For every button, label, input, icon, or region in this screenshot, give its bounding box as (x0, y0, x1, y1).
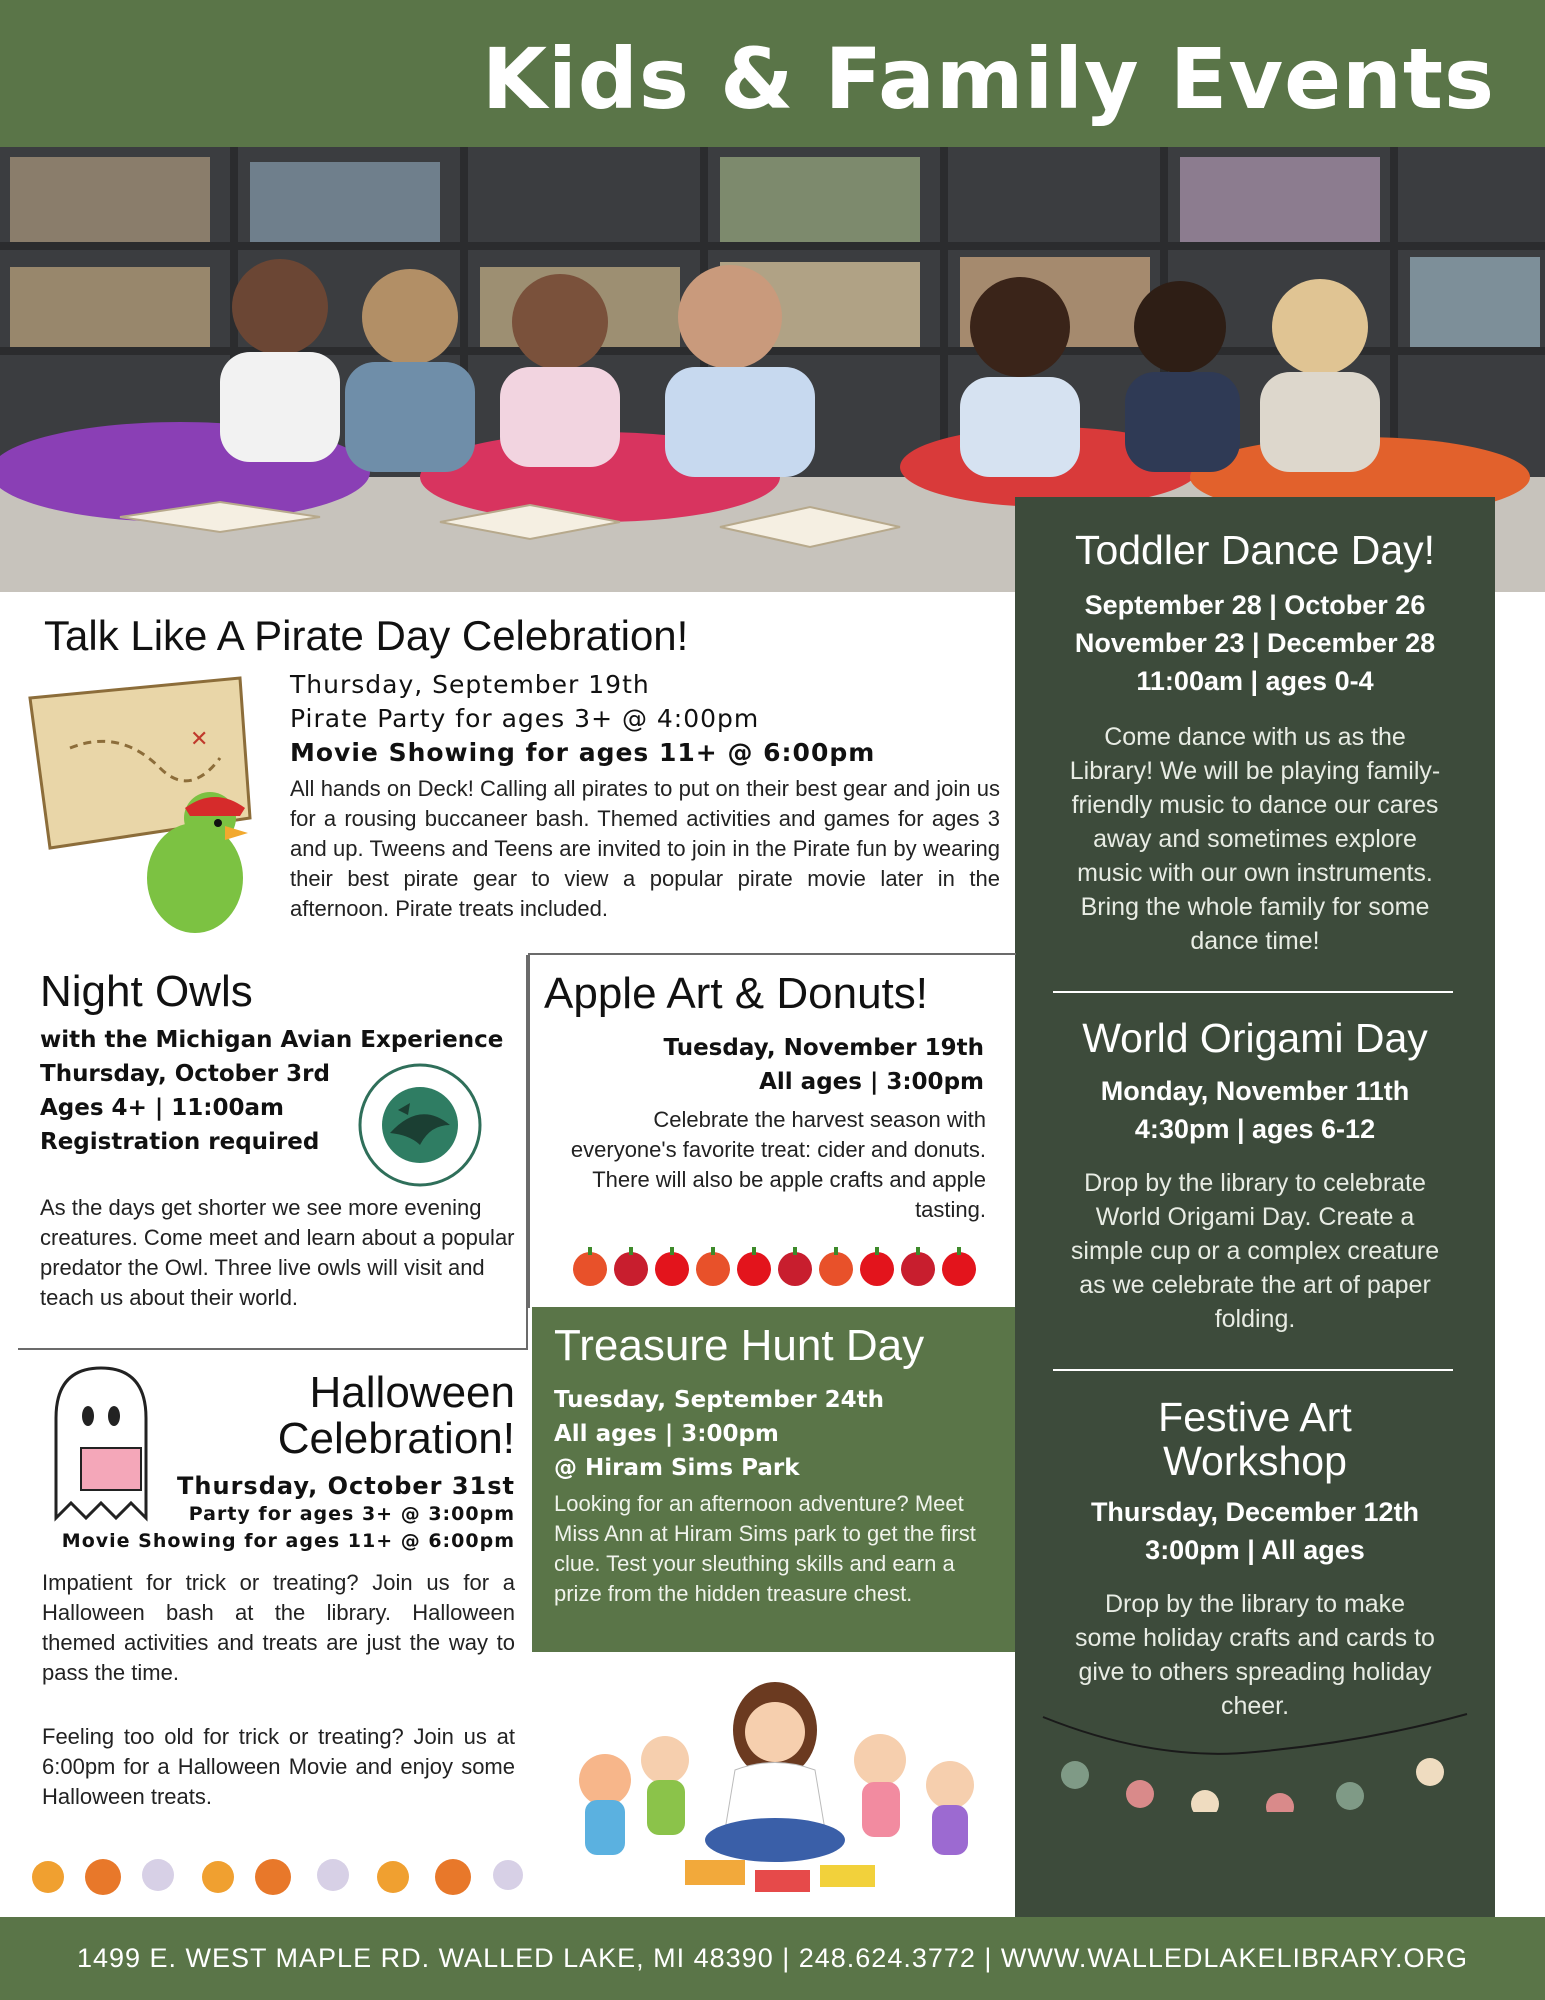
divider (1053, 1369, 1453, 1371)
night-owls-date: Thursday, October 3rd (40, 1061, 330, 1087)
toddler-dates-line1: September 28 | October 26 (1084, 590, 1426, 620)
treasure-description: Looking for an afternoon adventure? Meet Miss Ann at Hiram Sims park to get the first clue. Test your sleuthing skills and earn a prize from the hidden treasure chest. (554, 1491, 976, 1606)
festive-title-line1: Festive Art (1158, 1394, 1352, 1440)
apple-art-section (528, 953, 1016, 1308)
halloween-date: Thursday, October 31st (177, 1472, 515, 1500)
pirate-map-parrot-icon (20, 668, 285, 948)
pirate-details (290, 668, 1000, 924)
pirate-party-time: Pirate Party for ages 3+ @ 4:00pm (290, 704, 760, 733)
treasure-location: @ Hiram Sims Park (554, 1455, 800, 1481)
halloween-title-line2: Celebration! (277, 1414, 515, 1463)
night-owls-section (18, 955, 528, 1350)
festive-description: Drop by the library to make some holiday crafts and cards to give to others spreading holiday cheer. (1075, 1590, 1435, 1720)
night-owls-registration: Registration required (40, 1129, 320, 1155)
page-footer: 1499 E. WEST MAPLE RD. WALLED LAKE, MI 48390 | 248.624.3772 | WWW.WALLEDLAKELIBRARY.ORG (0, 1917, 1545, 2000)
halloween-candy-border-icon (18, 1845, 530, 1905)
divider (1053, 991, 1453, 993)
halloween-description-2: Feeling too old for trick or treating? Join us at 6:00pm for a Halloween Movie and enjoy some Halloween treats. (42, 1724, 515, 1809)
pirate-date: Thursday, September 19th (290, 670, 650, 699)
festive-art-section (1015, 1395, 1495, 1723)
apple-title: Apple Art & Donuts! (544, 969, 928, 1018)
origami-description: Drop by the library to celebrate World Origami Day. Create a simple cup or a complex creature as we celebrate the art of paper folding. (1070, 1169, 1440, 1333)
treasure-title: Treasure Hunt Day (554, 1321, 925, 1370)
night-owls-title: Night Owls (40, 967, 253, 1016)
storytime-illustration (565, 1660, 985, 1905)
festive-date: Thursday, December 12th (1090, 1497, 1420, 1527)
origami-date: Monday, November 11th (1100, 1076, 1410, 1106)
apple-row-icon (570, 1243, 990, 1293)
pirate-movie-time: Movie Showing for ages 11+ @ 6:00pm (290, 738, 876, 767)
treasure-hunt-section (532, 1307, 1015, 1652)
festive-title-line2: Workshop (1163, 1438, 1347, 1484)
halloween-description-1: Impatient for trick or treating? Join us for a Halloween bash at the library. Halloween themed activities and treats are just the way to pass the time. (42, 1570, 515, 1685)
pirate-title: Talk Like A Pirate Day Celebration! (44, 612, 689, 659)
svg-text:✕: ✕ (190, 727, 209, 752)
halloween-party-time: Party for ages 3+ @ 3:00pm (188, 1503, 515, 1525)
right-events-column (1015, 497, 1495, 1917)
night-owls-description: As the days get shorter we see more evening creatures. Come meet and learn about a popular predator the Owl. Three live owls will visit and teach us about their world. (40, 1195, 515, 1310)
toddler-dates-line2: November 23 | December 28 (1074, 628, 1436, 658)
halloween-title-line1: Halloween (309, 1368, 515, 1417)
festive-time-ages: 3:00pm | All ages (1145, 1535, 1365, 1565)
apple-description: Celebrate the harvest season with everyone's favorite treat: cider and donuts. There will also be apple crafts and apple tasting. (570, 1107, 986, 1222)
pirate-description: All hands on Deck! Calling all pirates to put on their best gear and join us for a rousing buccaneer bash. Themed activities and games for ages 3 and up. Tweens and Teens are invited to join in the Pirate fun by wearing their best pirate gear to view a popular pirate movie later in the afternoon. Pirate treats included. (290, 776, 1000, 921)
toddler-description: Come dance with us as the Library! We will be playing family-friendly music to dance our cares away and sometimes explore music with our own instruments. Bring the whole family for some dance time! (1069, 723, 1441, 955)
apple-date: Tuesday, November 19th (663, 1035, 984, 1061)
night-owls-subtitle: with the Michigan Avian Experience (40, 1027, 504, 1053)
toddler-dance-title: Toddler Dance Day! (1074, 527, 1436, 573)
treasure-date: Tuesday, September 24th (554, 1387, 885, 1413)
treasure-ages-time: All ages | 3:00pm (554, 1421, 779, 1447)
origami-section (1015, 1015, 1495, 1336)
michigan-avian-logo (350, 1055, 490, 1195)
origami-title: World Origami Day (1082, 1015, 1428, 1061)
apple-ages-time: All ages | 3:00pm (759, 1069, 984, 1095)
ornament-garland-icon (1035, 1702, 1475, 1812)
page-title: Kids & Family Events (481, 30, 1495, 128)
halloween-movie-time: Movie Showing for ages 11+ @ 6:00pm (61, 1530, 515, 1552)
page-header (0, 0, 1545, 147)
halloween-title (278, 1370, 515, 1462)
toddler-dance-section (1015, 527, 1495, 958)
toddler-time-ages: 11:00am | ages 0-4 (1136, 666, 1374, 696)
ghost-reading-icon (36, 1358, 166, 1523)
night-owls-ages-time: Ages 4+ | 11:00am (40, 1095, 284, 1121)
origami-time-ages: 4:30pm | ages 6-12 (1134, 1114, 1376, 1144)
